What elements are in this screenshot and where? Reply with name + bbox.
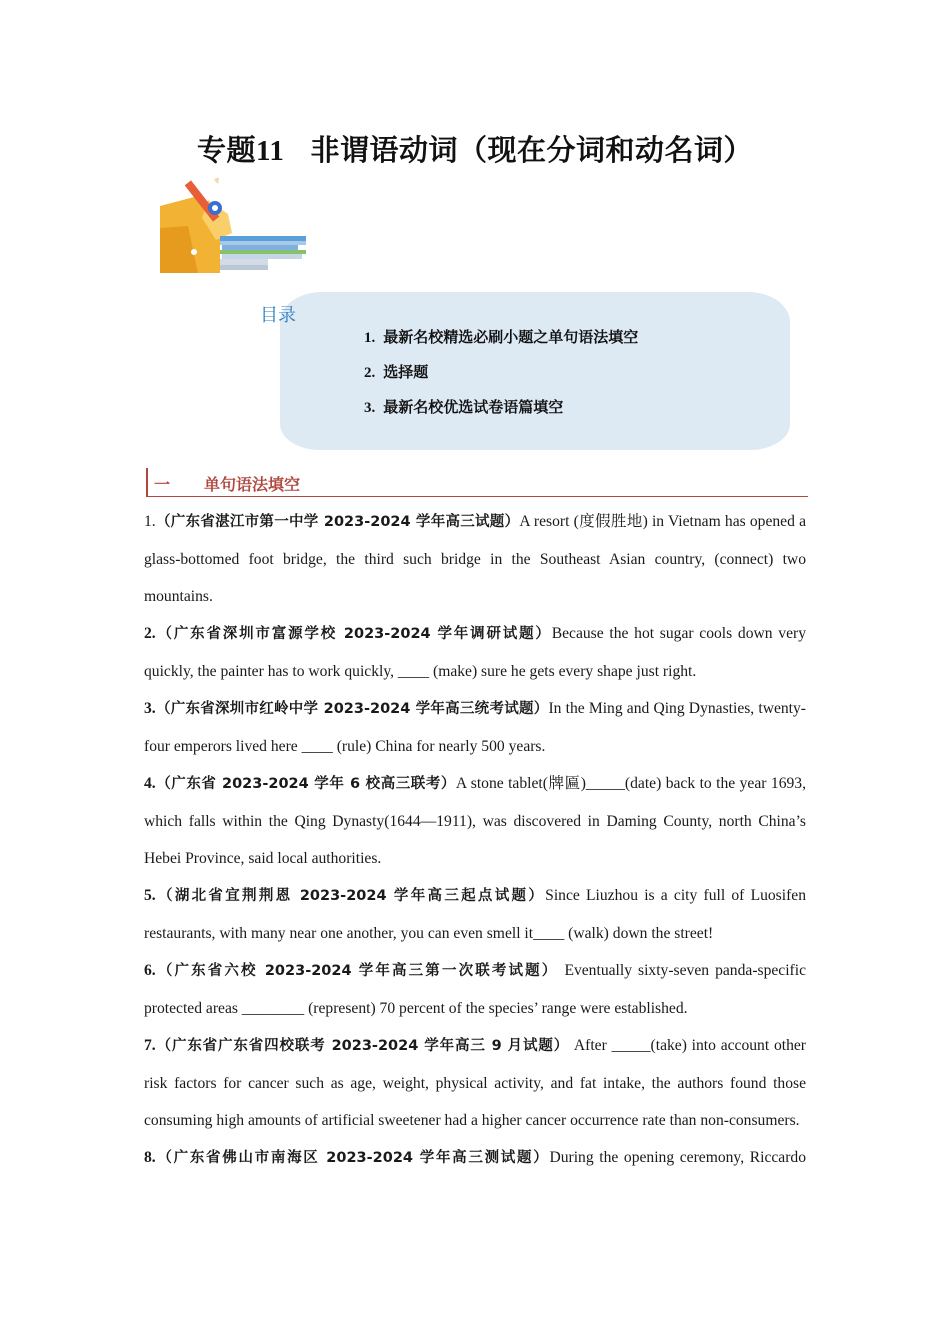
question-item (144, 503, 806, 615)
question-number: 4. (144, 775, 156, 792)
toc-item-text: 选择题 (383, 363, 429, 381)
question-source: （广东省六校 2023-2024 学年高三第一次联考试题） (155, 963, 559, 979)
question-number: 5. (144, 887, 156, 904)
toc-item-number: 2. (364, 365, 376, 381)
question-text: Since Liuzhou is a city full of Luosifen restaurants, with many near one another, you can even smell it____ (walk) down the street! (144, 887, 806, 942)
question-number: 8. (144, 1149, 156, 1166)
title-topic-name: 非谓语动词（现在分词和动名词） (310, 135, 753, 167)
question-source: （广东省深圳市红岭中学 2023-2024 学年高三统考试题） (155, 701, 549, 717)
question-source: （广东省佛山市南海区 2023-2024 学年高三测试题） (155, 1150, 550, 1166)
question-text: A resort (度假胜地) in Vietnam has opened a glass-bottomed foot bridge, the third such bridge in the Southeast Asian country, (connect) two mountains. (144, 513, 806, 605)
question-source: （广东省 2023-2024 学年 6 校高三联考） (155, 776, 456, 792)
toc-panel (280, 292, 790, 450)
question-text: After _____(take) into account other risk factors for cancer such as age, weight, physical activity, and fat intake, the authors found those consuming high amounts of artificial sweetener had a higher cancer occurrence rate than non-consumers. (144, 1037, 806, 1129)
question-source: （广东省广东省四校联考 2023-2024 学年高三 9 月试题） (155, 1038, 570, 1054)
question-text: In the Ming and Qing Dynasties, twenty-four emperors lived here ____ (rule) China for nearly 500 years. (144, 700, 806, 755)
question-number: 1. (144, 513, 156, 530)
question-source: （湖北省宜荆荆恩 2023-2024 学年高三起点试题） (155, 888, 546, 904)
toc-item-text: 最新名校精选必刷小题之单句语法填空 (383, 328, 639, 346)
question-number: 6. (144, 962, 156, 979)
question-number: 7. (144, 1037, 156, 1054)
toc-item-text: 最新名校优选试卷语篇填空 (383, 398, 564, 416)
toc-heading: 目录 (260, 305, 296, 326)
question-item (144, 1139, 806, 1177)
question-number: 3. (144, 700, 156, 717)
books-pencil-illustration (158, 178, 308, 273)
question-source: （广东省湛江市第一中学 2023-2024 学年高三试题） (155, 514, 520, 530)
toc-item-number: 1. (364, 330, 376, 346)
title-topic-number: 专题11 (197, 135, 285, 167)
section-label: 单句语法填空 (204, 475, 301, 494)
question-item (144, 690, 806, 765)
question-item (144, 1027, 806, 1139)
toc-item (364, 396, 563, 417)
toc-item (364, 326, 638, 347)
question-item (144, 615, 806, 690)
question-source: （广东省深圳市富源学校 2023-2024 学年调研试题） (155, 626, 552, 642)
toc-item-number: 3. (364, 400, 376, 416)
toc-item (364, 361, 428, 382)
page-title (0, 128, 950, 169)
question-text: Eventually sixty-seven panda-specific protected areas ________ (represent) 70 percent of the species’ range were established. (144, 962, 807, 1017)
question-text: During the opening ceremony, Riccardo (549, 1149, 806, 1166)
question-item (144, 765, 806, 877)
question-item (144, 877, 806, 952)
question-text: A stone tablet(牌匾)_____(date) back to the year 1693, which falls within the Qing Dynasty(1644—1911), was discovered in Daming County, north China’s Hebei Province, said local authorities. (144, 775, 806, 867)
question-text: Because the hot sugar cools down very quickly, the painter has to work quickly, ____ (make) sure he gets every shape just right. (144, 625, 806, 680)
question-number: 2. (144, 625, 156, 642)
section-heading (146, 468, 808, 497)
section-number: 一 (154, 475, 171, 494)
question-list (144, 503, 806, 1177)
question-item (144, 952, 806, 1027)
